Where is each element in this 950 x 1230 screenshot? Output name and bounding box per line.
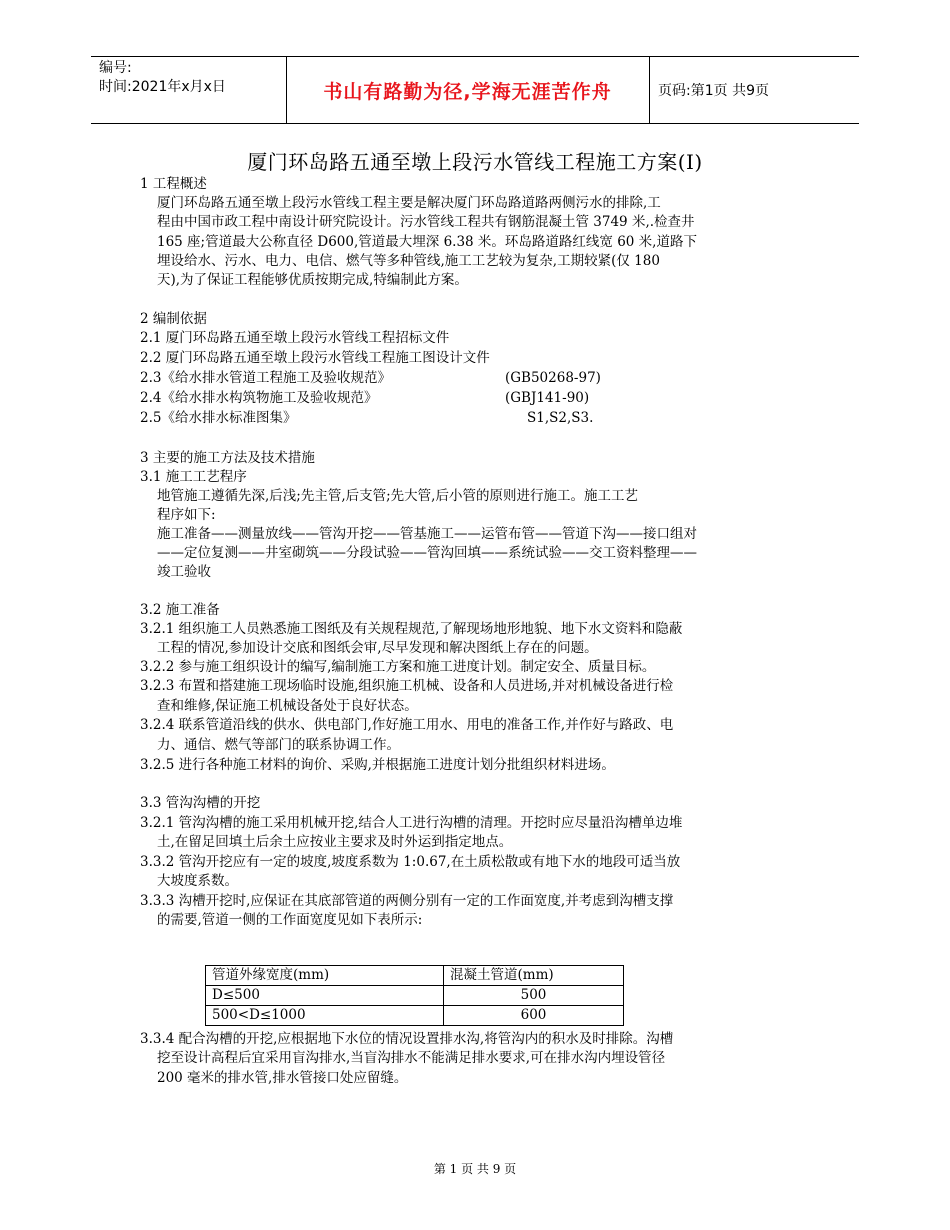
subsection-heading: 3.2 施工准备: [140, 602, 220, 618]
subsection-heading: 3.1 施工工艺程序: [140, 469, 247, 485]
paragraph-line: 厦门环岛路五通至墩上段污水管线工程主要是解决厦门环岛路道路两侧污水的排除,工: [157, 195, 661, 211]
work-width-table: [205, 965, 624, 1026]
paragraph-line: 3.2.2 参与施工组织设计的编写,编制施工方案和施工进度计划。制定安全、质量目标。: [140, 659, 656, 675]
table-row: [206, 1006, 624, 1026]
standard-code: (GB50268-97): [505, 370, 601, 386]
standard-code: (GBJ141-90): [505, 390, 590, 406]
paragraph-line: 地管施工遵循先深,后浅;先主管,后支管;先大管,后小管的原则进行施工。施工工艺: [157, 488, 638, 504]
list-item: 2.4《给水排水构筑物施工及验收规范》: [140, 390, 378, 406]
paragraph-line: 程序如下:: [157, 507, 216, 523]
paragraph-line: 3.2.1 管沟沟槽的施工采用机械开挖,结合人工进行沟槽的清理。开挖时应尽量沿沟槽单边堆: [140, 815, 683, 831]
table-cell: 600: [444, 1006, 624, 1026]
paragraph-line: 竣工验收: [157, 564, 211, 580]
document-time-label: 时间:2021年x月x日: [99, 79, 226, 95]
table-cell: 500: [444, 986, 624, 1006]
paragraph-line: 3.3.2 管沟开挖应有一定的坡度,坡度系数为 1:0.67,在土质松散或有地下水的地段可适当放: [140, 854, 681, 870]
paragraph-line: 3.2.1 组织施工人员熟悉施工图纸及有关规程规范,了解现场地形地貌、地下水文资料和隐蔽: [140, 621, 683, 637]
list-item: 2.3《给水排水管道工程施工及验收规范》: [140, 370, 391, 386]
section-heading: 1 工程概述: [140, 176, 207, 192]
paragraph-line: 查和维修,保证施工机械设备处于良好状态。: [157, 698, 418, 714]
table-cell: D≤500: [206, 986, 444, 1006]
paragraph-line: ——定位复测——井室砌筑——分段试验——管沟回填——系统试验——交工资料整理——: [157, 545, 697, 561]
paragraph-line: 大坡度系数。: [157, 873, 238, 889]
paragraph-line: 165 座;管道最大公称直径 D600,管道最大埋深 6.38 米。环岛路道路红线宽 60 米,道路下: [157, 234, 697, 250]
table-header-row: [206, 966, 624, 986]
section-heading: 3 主要的施工方法及技术措施: [140, 450, 315, 466]
paragraph-line: 200 毫米的排水管,排水管接口处应留缝。: [157, 1070, 408, 1086]
page-footer: 第 1 页 共 9 页: [433, 1162, 517, 1176]
paragraph-line: 的需要,管道一侧的工作面宽度见如下表所示:: [157, 912, 423, 928]
section-heading: 2 编制依据: [140, 311, 207, 327]
table-header-cell: 混凝土管道(mm): [444, 966, 624, 986]
paragraph-line: 3.3.4 配合沟槽的开挖,应根据地下水位的情况设置排水沟,将管沟内的积水及时排除。沟槽: [140, 1031, 674, 1047]
list-item: 2.1 厦门环岛路五通至墩上段污水管线工程招标文件: [140, 330, 450, 346]
subsection-heading: 3.3 管沟沟槽的开挖: [140, 795, 261, 811]
table-cell: 500<D≤1000: [206, 1006, 444, 1026]
table-row: [206, 986, 624, 1006]
paragraph-line: 工程的情况,参加设计交底和图纸会审,尽早发现和解决图纸上存在的问题。: [157, 640, 598, 656]
table-header-cell: 管道外缘宽度(mm): [206, 966, 444, 986]
list-item: 2.5《给水排水标准图集》: [140, 410, 297, 426]
document-title: 厦门环岛路五通至墩上段污水管线工程施工方案(I): [247, 150, 703, 174]
paragraph-line: 力、通信、燃气等部门的联系协调工作。: [157, 737, 400, 753]
header-motto: 书山有路勤为径,学海无涯苦作舟: [323, 80, 612, 103]
paragraph-line: 3.3.3 沟槽开挖时,应保证在其底部管道的两侧分别有一定的工作面宽度,并考虑到沟槽支撑: [140, 893, 674, 909]
list-item: 2.2 厦门环岛路五通至墩上段污水管线工程施工图设计文件: [140, 350, 490, 366]
paragraph-line: 程由中国市政工程中南设计研究院设计。污水管线工程共有钢筋混凝土管 3749 米,.检查井: [157, 214, 695, 230]
paragraph-line: 3.2.5 进行各种施工材料的询价、采购,并根据施工进度计划分批组织材料进场。: [140, 757, 615, 773]
header-page-info: 页码:第1页 共9页: [658, 83, 769, 99]
header-divider: [649, 57, 650, 123]
page-header: [91, 56, 859, 124]
paragraph-line: 埋设给水、污水、电力、电信、燃气等多种管线,施工工艺较为复杂,工期较紧(仅 180: [157, 253, 660, 269]
document-number-label: 编号:: [99, 60, 132, 76]
paragraph-line: 3.2.4 联系管道沿线的供水、供电部门,作好施工用水、用电的准备工作,并作好与路政、电: [140, 717, 674, 733]
paragraph-line: 施工准备——测量放线——管沟开挖——管基施工——运管布管——管道下沟——接口组对: [157, 526, 697, 542]
paragraph-line: 3.2.3 布置和搭建施工现场临时设施,组织施工机械、设备和人员进场,并对机械设备进行检: [140, 678, 674, 694]
standard-code: S1,S2,S3.: [527, 410, 594, 426]
header-left: [99, 59, 226, 97]
paragraph-line: 挖至设计高程后宜采用盲沟排水,当盲沟排水不能满足排水要求,可在排水沟内埋设管径: [157, 1050, 666, 1066]
paragraph-line: 天),为了保证工程能够优质按期完成,特编制此方案。: [157, 272, 468, 288]
paragraph-line: 土,在留足回填土后余土应按业主要求及时外运到指定地点。: [157, 834, 513, 850]
